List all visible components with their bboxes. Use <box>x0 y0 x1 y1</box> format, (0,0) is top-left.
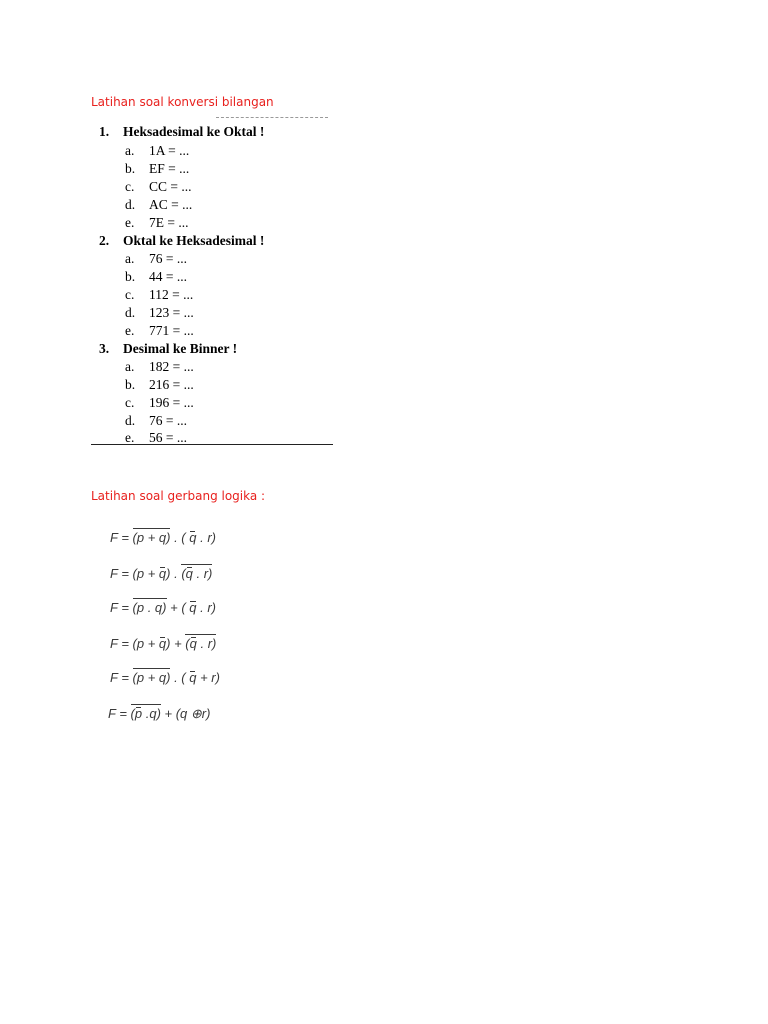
negated-variable: q <box>189 670 197 685</box>
option-letter: c. <box>125 287 135 302</box>
option-letter: a. <box>125 251 135 266</box>
question-number: 3. <box>99 341 110 356</box>
formula-part: + (q ⊕r) <box>160 706 211 721</box>
negated-term: (p + q) <box>132 530 171 545</box>
question-1-option-e <box>125 214 189 232</box>
option-text: 1A = ... <box>149 143 190 158</box>
question-3-option-c <box>125 394 194 412</box>
option-text: 182 = ... <box>149 359 194 374</box>
option-letter: e. <box>125 430 135 445</box>
question-3-option-b <box>125 376 194 394</box>
option-text: 7E = ... <box>149 215 189 230</box>
formula-6 <box>108 706 210 722</box>
question-3-option-a <box>125 358 194 376</box>
formula-part: . r) <box>196 636 217 651</box>
question-3-title <box>99 340 237 358</box>
negated-variable: q <box>189 636 197 651</box>
option-letter: d. <box>125 197 136 212</box>
formula-prefix: F = <box>110 566 133 581</box>
formula-part: ( <box>185 636 190 651</box>
formula-part: (p + <box>132 566 159 581</box>
question-1-option-c <box>125 178 192 196</box>
option-letter: e. <box>125 215 135 230</box>
question-number: 1. <box>99 124 110 139</box>
negated-variable: q <box>158 636 167 651</box>
formula-part: ) + <box>166 636 186 651</box>
question-text: Heksadesimal ke Oktal ! <box>123 124 265 139</box>
question-1-option-d <box>125 196 192 214</box>
question-text: Desimal ke Binner ! <box>123 341 238 356</box>
formula-prefix: F = <box>110 636 133 651</box>
question-3-option-d <box>125 412 187 430</box>
option-letter: d. <box>125 413 136 428</box>
negated-term: (p + q) <box>132 670 171 685</box>
formula-5 <box>110 670 220 685</box>
option-text: 771 = ... <box>149 323 194 338</box>
question-1-title <box>99 123 264 141</box>
question-2-title <box>99 232 264 250</box>
question-text: Oktal ke Heksadesimal ! <box>123 233 265 248</box>
formula-part: + r) <box>196 670 220 685</box>
question-1-option-a <box>125 142 189 160</box>
formula-part: + ( <box>166 600 190 615</box>
formula-part: . ( <box>170 670 190 685</box>
option-text: 76 = ... <box>149 413 187 428</box>
option-text: 44 = ... <box>149 269 187 284</box>
option-letter: a. <box>125 359 135 374</box>
negated-variable: p <box>134 706 143 721</box>
formula-part: . r) <box>196 530 216 545</box>
negated-term: (p . q) <box>132 600 167 615</box>
formula-prefix: F = <box>108 706 131 721</box>
question-2-option-b <box>125 268 187 286</box>
heading-konversi-bilangan: Latihan soal konversi bilangan <box>91 95 274 109</box>
formula-2 <box>110 566 212 581</box>
option-letter: b. <box>125 161 136 176</box>
question-2-option-a <box>125 250 187 268</box>
scan-artifact-marks <box>216 117 328 122</box>
formula-3 <box>110 600 216 615</box>
formula-part: (p + <box>132 636 159 651</box>
formula-4 <box>110 636 216 651</box>
question-2-option-c <box>125 286 193 304</box>
formula-part: ) . <box>166 566 182 581</box>
option-text: 196 = ... <box>149 395 194 410</box>
negated-variable: q <box>185 566 193 581</box>
option-text: AC = ... <box>149 197 193 212</box>
heading-gerbang-logika: Latihan soal gerbang logika : <box>91 489 266 503</box>
option-letter: b. <box>125 377 136 392</box>
option-text: 56 = ... <box>149 430 187 445</box>
formula-part: . ( <box>170 530 190 545</box>
question-number: 2. <box>99 233 110 248</box>
question-2-option-d <box>125 304 194 322</box>
question-1-option-b <box>125 160 189 178</box>
formula-prefix: F = <box>110 530 133 545</box>
option-letter: d. <box>125 305 136 320</box>
question-2-option-e <box>125 322 194 340</box>
negated-variable: q <box>158 566 167 581</box>
option-text: 76 = ... <box>149 251 187 266</box>
option-text: 123 = ... <box>149 305 194 320</box>
formula-part: . r) <box>196 600 216 615</box>
option-letter: c. <box>125 395 135 410</box>
formula-prefix: F = <box>110 670 133 685</box>
formula-part: . r) <box>192 566 213 581</box>
formula-part: ( <box>181 566 186 581</box>
bottom-divider <box>91 444 333 445</box>
option-letter: b. <box>125 269 136 284</box>
negated-variable: q <box>189 530 197 545</box>
option-letter: c. <box>125 179 135 194</box>
option-letter: a. <box>125 143 135 158</box>
option-text: EF = ... <box>149 161 190 176</box>
option-text: 216 = ... <box>149 377 194 392</box>
formula-prefix: F = <box>110 600 133 615</box>
option-text: CC = ... <box>149 179 192 194</box>
formula-part: .q) <box>142 706 161 721</box>
scanned-question-list <box>91 117 333 447</box>
negated-variable: q <box>189 600 197 615</box>
option-letter: e. <box>125 323 135 338</box>
formula-1 <box>110 530 216 545</box>
formula-part: ( <box>130 706 135 721</box>
option-text: 112 = ... <box>149 287 194 302</box>
